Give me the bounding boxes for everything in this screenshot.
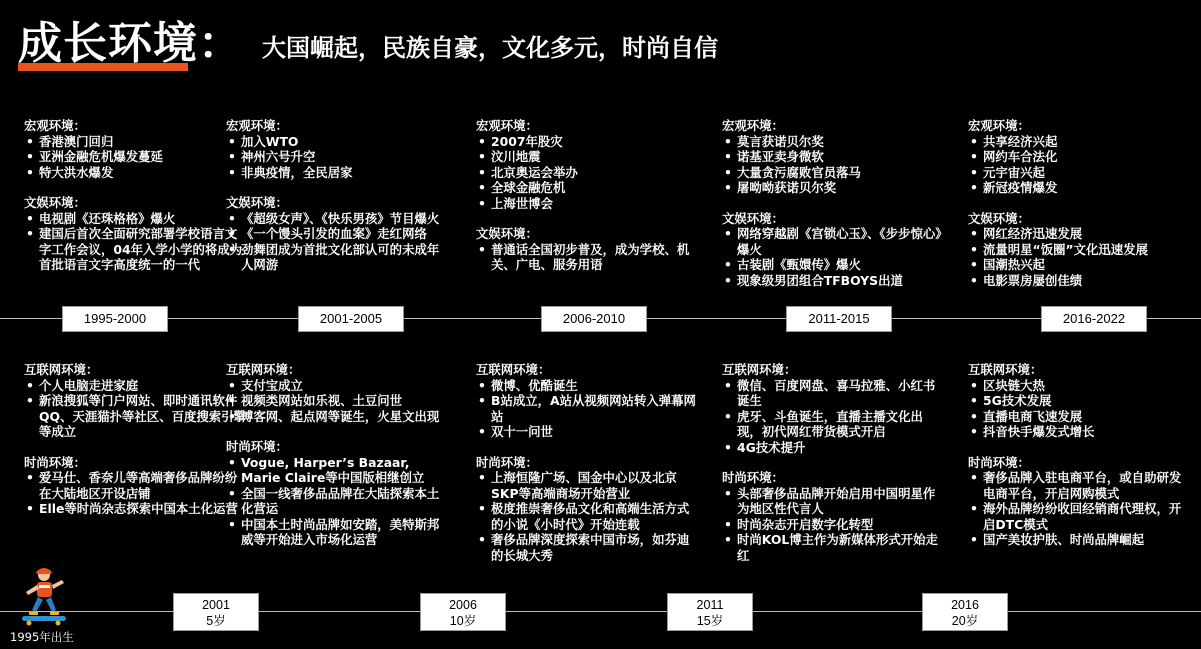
- milestone-box: [420, 593, 506, 631]
- section: [968, 211, 1190, 289]
- section: [968, 455, 1190, 548]
- period-label: 1995-2000: [62, 306, 168, 332]
- section: [722, 470, 944, 563]
- list-item: • 莫言获诺贝尔奖: [722, 134, 944, 150]
- list-item: • 古装剧《甄嬛传》爆火: [722, 257, 944, 273]
- bullet-list: [24, 211, 246, 273]
- milestone-year: 2006: [449, 598, 477, 612]
- section-heading: 互联网环境：: [722, 362, 797, 377]
- section: [476, 455, 698, 564]
- bullet-list: [722, 226, 944, 288]
- list-item: • 建国后首次全面研究部署学校语言文字工作会议，04年入学小学的将成为首批语言文字高度统一的一代: [24, 226, 246, 273]
- bullet-list: [722, 134, 944, 196]
- section-heading: 时尚环境：: [722, 470, 784, 485]
- section-heading: 文娱环境：: [968, 210, 1030, 226]
- list-item: • 中国本土时尚品牌如安踏，美特斯邦威等开始进入市场化运营: [226, 517, 448, 548]
- bullet-list: [968, 134, 1190, 196]
- bullet-list: [226, 134, 448, 181]
- bullet-list: [226, 211, 448, 273]
- list-item: • 北京奥运会举办: [476, 165, 698, 181]
- list-item: • 支付宝成立: [226, 378, 448, 394]
- section-heading: 宏观环境：: [226, 118, 288, 133]
- section: [226, 195, 448, 273]
- period-label: 2011-2015: [786, 306, 892, 332]
- list-item: • 汶川地震: [476, 149, 698, 165]
- section: [24, 195, 246, 273]
- bottom-column-3: [476, 362, 698, 563]
- list-item: • 新浪搜狐等门户网站、即时通讯软件QQ、天涯猫扑等社区、百度搜索引擎等成立: [24, 393, 246, 440]
- list-item: • 共享经济兴起: [968, 134, 1190, 150]
- list-item: • 网红经济迅速发展: [968, 226, 1190, 242]
- list-item: • 国产美妆护肤、时尚品牌崛起: [968, 532, 1190, 548]
- bullet-list: [968, 226, 1190, 288]
- list-item: • 新冠疫情爆发: [968, 180, 1190, 196]
- list-item: • Vogue, Harper’s Bazaar, Marie Claire等中国版相继创立: [226, 455, 448, 486]
- bottom-column-5: [968, 362, 1190, 548]
- top-column-3: [476, 118, 698, 273]
- page-subtitle: 大国崛起，民族自豪，文化多元，时尚自信: [262, 34, 718, 62]
- section-heading: 互联网环境：: [476, 362, 551, 377]
- section-heading: 宏观环境：: [722, 118, 784, 133]
- section-heading: 时尚环境：: [476, 454, 538, 470]
- list-item: • 香港澳门回归: [24, 134, 246, 150]
- list-item: • 上海世博会: [476, 196, 698, 212]
- bottom-column-1: [24, 362, 246, 517]
- list-item: • 电视剧《还珠格格》爆火: [24, 211, 246, 227]
- section: [24, 118, 246, 180]
- list-item: • 区块链大热: [968, 378, 1190, 394]
- top-column-5: [968, 118, 1190, 288]
- section-heading: 时尚环境：: [968, 454, 1030, 470]
- section-heading: 互联网环境：: [226, 362, 301, 377]
- section: [226, 439, 448, 548]
- list-item: • 《一个馒头引发的血案》走红网络: [226, 226, 448, 242]
- milestone-age: 10岁: [449, 614, 477, 628]
- list-item: • 极度推崇奢侈品文化和高端生活方式的小说《小时代》开始连载: [476, 501, 698, 532]
- period-label: 2001-2005: [298, 306, 404, 332]
- bullet-list: [722, 378, 944, 456]
- list-item: • 奢侈品牌深度探索中国市场，如芬迪的长城大秀: [476, 532, 698, 563]
- list-item: • 全国一线奢侈品品牌在大陆探索本土化营运: [226, 486, 448, 517]
- list-item: • 视频类网站如乐视、土豆问世: [226, 393, 448, 409]
- section-heading: 时尚环境：: [24, 454, 86, 470]
- bullet-list: [24, 378, 246, 440]
- section-heading: 互联网环境：: [968, 362, 1043, 377]
- section: [722, 211, 944, 289]
- list-item: • 爱马仕、香奈儿等高端奢侈品牌纷纷在大陆地区开设店铺: [24, 470, 246, 501]
- list-item: • 微信、百度网盘、喜马拉雅、小红书诞生: [722, 378, 944, 409]
- list-item: • 加入WTO: [226, 134, 448, 150]
- bottom-column-2: [226, 362, 448, 548]
- bottom-column-4: [722, 362, 944, 563]
- list-item: • 个人电脑走进家庭: [24, 378, 246, 394]
- section: [476, 118, 698, 211]
- list-item: • 4G技术提升: [722, 440, 944, 456]
- list-item: • 微博、优酷诞生: [476, 378, 698, 394]
- page-title: 成长环境：: [18, 18, 243, 69]
- list-item: • 国潮热兴起: [968, 257, 1190, 273]
- section: [226, 362, 448, 424]
- section-heading: 宏观环境：: [24, 118, 86, 133]
- bullet-list: [722, 486, 944, 564]
- milestone-year: 2001: [202, 598, 230, 612]
- milestone-year: 2011: [696, 598, 724, 612]
- section-heading: 宏观环境：: [476, 118, 538, 133]
- list-item: • 元宇宙兴起: [968, 165, 1190, 181]
- list-item: • 劲舞团成为首批文化部认可的未成年人网游: [226, 242, 448, 273]
- bullet-list: [24, 134, 246, 181]
- list-item: • 上海恒隆广场、国金中心以及北京SKP等高端商场开始营业: [476, 470, 698, 501]
- list-item: • B站成立，A站从视频网站转入弹幕网站: [476, 393, 698, 424]
- bullet-list: [226, 455, 448, 548]
- list-item: • 网络穿越剧《宫锁心玉》、《步步惊心》爆火: [722, 226, 944, 257]
- bullet-list: [476, 378, 698, 440]
- list-item: • 屠呦呦获诺贝尔奖: [722, 180, 944, 196]
- list-item: • 非典疫情，全民居家: [226, 165, 448, 181]
- list-item: • 网约车合法化: [968, 149, 1190, 165]
- list-item: • 5G技术发展: [968, 393, 1190, 409]
- section: [24, 455, 246, 517]
- list-item: • 流量明星“饭圈”文化迅速发展: [968, 242, 1190, 258]
- list-item: • 大量贪污腐败官员落马: [722, 165, 944, 181]
- list-item: • 博客网、起点网等诞生，火星文出现: [226, 409, 448, 425]
- list-item: • 2007年股灾: [476, 134, 698, 150]
- list-item: • 全球金融危机: [476, 180, 698, 196]
- top-column-4: [722, 118, 944, 288]
- list-item: • 奢侈品牌入驻电商平台，或自助研发电商平台，开启网购模式: [968, 470, 1190, 501]
- bullet-list: [968, 378, 1190, 440]
- list-item: • 时尚KOL博主作为新媒体形式开始走红: [722, 532, 944, 563]
- list-item: • 现象级男团组合TFBOYS出道: [722, 273, 944, 289]
- bullet-list: [476, 242, 698, 273]
- bullet-list: [476, 134, 698, 212]
- milestone-box: [922, 593, 1008, 631]
- list-item: • 时尚杂志开启数字化转型: [722, 517, 944, 533]
- list-item: • 头部奢侈品品牌开始启用中国明星作为地区性代言人: [722, 486, 944, 517]
- list-item: • 抖音快手爆发式增长: [968, 424, 1190, 440]
- skateboarder-illustration: [14, 566, 72, 626]
- top-column-1: [24, 118, 246, 273]
- milestone-box: [173, 593, 259, 631]
- list-item: • 海外品牌纷纷收回经销商代理权，开启DTC模式: [968, 501, 1190, 532]
- birth-label: 1995年出生: [10, 630, 74, 644]
- section-heading: 时尚环境：: [226, 439, 288, 454]
- section-heading: 互联网环境：: [24, 362, 99, 377]
- milestone-box: [667, 593, 753, 631]
- section: [968, 118, 1190, 196]
- section: [968, 362, 1190, 440]
- bullet-list: [226, 378, 448, 425]
- list-item: • 直播电商飞速发展: [968, 409, 1190, 425]
- section-heading: 文娱环境：: [24, 195, 86, 210]
- list-item: • 《超级女声》、《快乐男孩》节目爆火: [226, 211, 448, 227]
- list-item: • 特大洪水爆发: [24, 165, 246, 181]
- section: [476, 226, 698, 273]
- bullet-list: [968, 470, 1190, 548]
- list-item: • Elle等时尚杂志探索中国本土化运营: [24, 501, 246, 517]
- milestone-age: 20岁: [951, 614, 979, 628]
- milestone-age: 15岁: [696, 614, 724, 628]
- list-item: • 普通话全国初步普及，成为学校、机关、广电、服务用语: [476, 242, 698, 273]
- section: [24, 362, 246, 440]
- top-column-2: [226, 118, 448, 273]
- section: [722, 362, 944, 455]
- period-label: 2016-2022: [1041, 306, 1147, 332]
- milestone-year: 2016: [951, 598, 979, 612]
- period-label: 2006-2010: [541, 306, 647, 332]
- list-item: • 神州六号升空: [226, 149, 448, 165]
- milestone-age: 5岁: [206, 614, 226, 628]
- bullet-list: [476, 470, 698, 563]
- section-heading: 文娱环境：: [476, 226, 538, 241]
- section-heading: 文娱环境：: [226, 195, 288, 210]
- list-item: • 双十一问世: [476, 424, 698, 440]
- list-item: • 诺基亚卖身微软: [722, 149, 944, 165]
- list-item: • 亚洲金融危机爆发蔓延: [24, 149, 246, 165]
- list-item: • 电影票房屡创佳绩: [968, 273, 1190, 289]
- section: [476, 362, 698, 440]
- section: [226, 118, 448, 180]
- section-heading: 宏观环境：: [968, 118, 1030, 133]
- list-item: • 虎牙、斗鱼诞生，直播主播文化出现，初代网红带货模式开启: [722, 409, 944, 440]
- bullet-list: [24, 470, 246, 517]
- section: [722, 118, 944, 196]
- section-heading: 文娱环境：: [722, 210, 784, 226]
